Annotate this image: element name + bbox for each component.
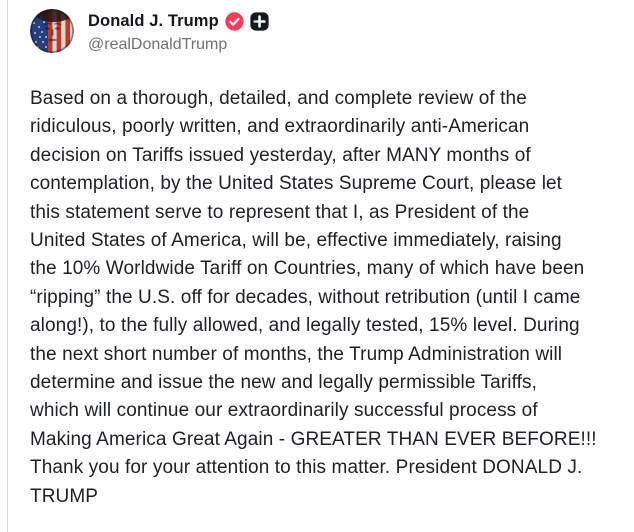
flag-painted-face-avatar — [30, 9, 74, 53]
post-text-line: Making America Great Again - GREATER THAN EVER BEFORE!!! — [30, 428, 597, 450]
post-text-line: United States of America, will be, effective immediately, raising — [30, 230, 562, 252]
post-author-block — [88, 9, 269, 54]
left-border-rule — [7, 0, 8, 532]
post-text — [30, 85, 610, 511]
author-name-row — [88, 12, 269, 31]
post-text-line: ridiculous, poorly written, and extraordinarily anti-American — [30, 116, 530, 138]
post-text-line: contemplation, by the United States Supreme Court, please let — [30, 173, 563, 195]
verified-checkmark-icon — [225, 12, 244, 31]
post-text-line: along!), to the fully allowed, and legally tested, 15% level. During — [30, 315, 580, 337]
post-header — [30, 9, 610, 54]
post-text-line: this statement serve to represent that I, as President of the — [30, 201, 530, 223]
post-text-line: Thank you for your attention to this matter. President DONALD J. — [30, 457, 583, 479]
post-text-line: the next short number of months, the Trump Administration will — [30, 343, 563, 365]
author-name[interactable]: Donald J. Trump — [88, 12, 219, 30]
post-text-line: Based on a thorough, detailed, and complete review of the — [30, 88, 527, 109]
post-text-line: determine and issue the new and legally permissible Tariffs, — [30, 372, 537, 394]
post-text-line: the 10% Worldwide Tariff on Countries, many of which have been — [30, 258, 585, 280]
social-post — [30, 9, 610, 511]
avatar[interactable] — [30, 9, 74, 53]
post-text-line: which will continue our extraordinarily successful process of — [30, 400, 538, 422]
post-text-line: “ripping” the U.S. off for decades, without retribution (until I came — [30, 286, 581, 308]
plus-badge-icon — [250, 12, 269, 31]
post-text-line: TRUMP — [30, 485, 99, 507]
post-text-line: decision on Tariffs issued yesterday, after MANY months of — [30, 144, 531, 166]
author-handle[interactable]: @realDonaldTrump — [88, 36, 228, 53]
